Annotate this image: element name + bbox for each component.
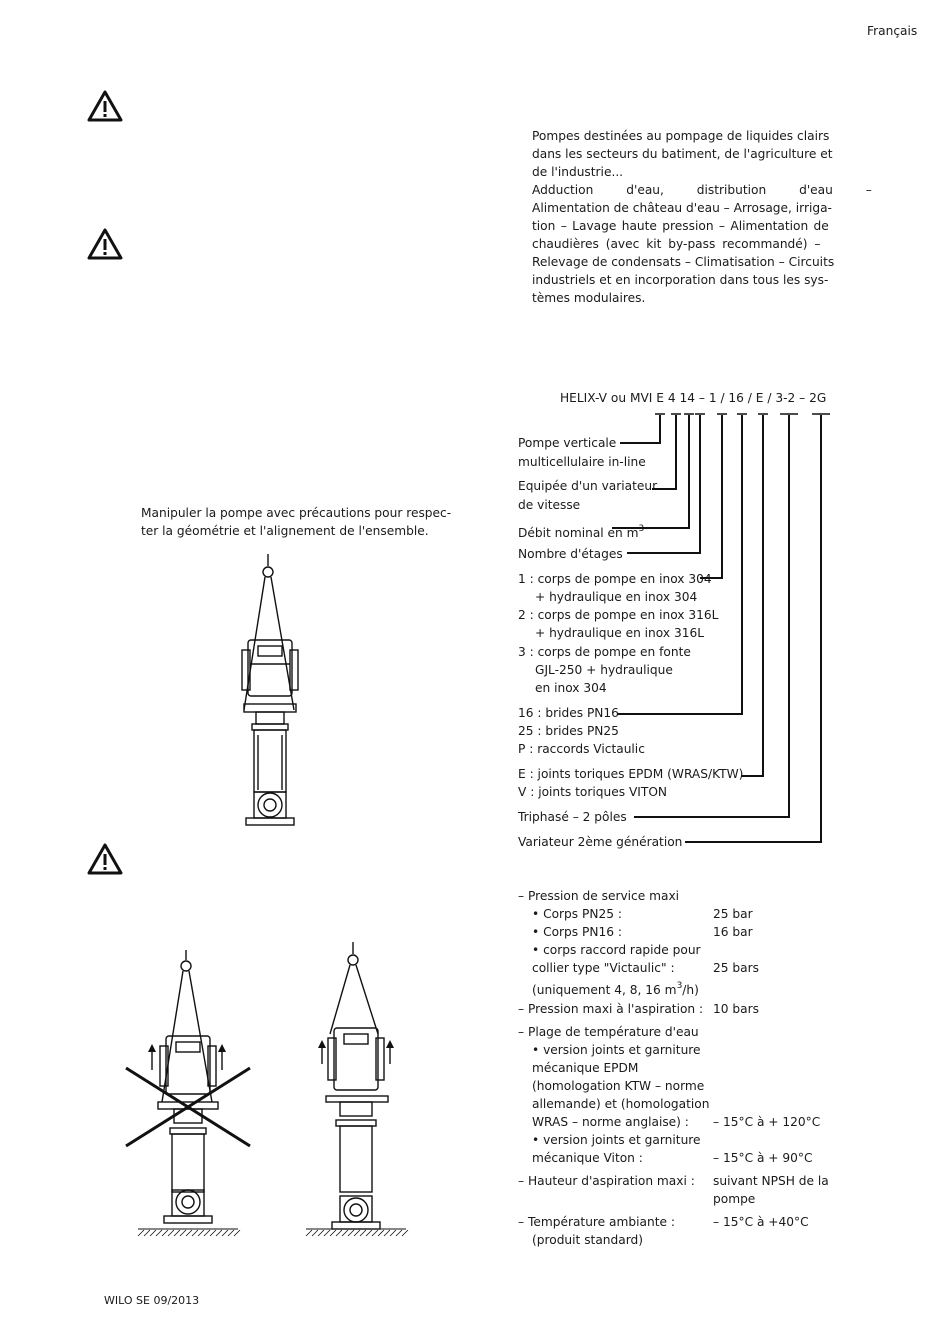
spec-label: – Pression de service maxi	[518, 889, 680, 903]
spec-label: (homologation KTW – norme	[532, 1079, 705, 1093]
spec-label: – Pression maxi à l'aspiration :	[518, 1002, 704, 1016]
spec-value: – 15°C à + 120°C	[713, 1115, 821, 1129]
designation-label: Variateur 2ème génération	[518, 835, 683, 849]
spec-label: collier type "Victaulic" :	[532, 961, 675, 975]
spec-value: suivant NPSH de la	[713, 1174, 829, 1188]
spec-label: – Plage de température d'eau	[518, 1025, 699, 1039]
spec-label: – Hauteur d'aspiration maxi :	[518, 1174, 695, 1188]
designation-code: HELIX-V ou MVI E 4 14 – 1 / 16 / E / 3-2 – 2G	[560, 391, 827, 405]
warning-triangle-icon	[87, 90, 123, 122]
designation-label: Débit nominal en $m^3$	[518, 524, 645, 540]
designation-label: P : raccords Victaulic	[518, 742, 645, 756]
application-line: Pompes destinées au pompage de liquides clairs	[532, 129, 830, 143]
spec-value: 10 bars	[713, 1002, 759, 1016]
footer-edition: WILO SE 09/2013	[104, 1294, 200, 1307]
designation-label: en inox 304	[535, 681, 607, 695]
spec-label: mécanique EPDM	[532, 1061, 639, 1075]
designation-label: multicellulaire in-line	[518, 455, 646, 469]
warning-triangle-icon	[87, 843, 123, 875]
designation-label: 16 : brides PN16	[518, 706, 619, 720]
spec-label: allemande) et (homologation	[532, 1097, 710, 1111]
spec-value: 16 bar	[713, 925, 753, 939]
handling-note: ter la géométrie et l'alignement de l'ensemble.	[141, 524, 429, 538]
designation-label: Pompe verticale	[518, 436, 617, 450]
spec-label: • version joints et garniture	[532, 1133, 701, 1147]
spec-label: • corps raccord rapide pour	[532, 943, 701, 957]
designation-label: Equipée d'un variateur	[518, 479, 658, 493]
spec-label: • Corps PN25 :	[532, 907, 622, 921]
designation-label: 2 : corps de pompe en inox 316L	[518, 608, 719, 622]
application-line: Adduction d'eau, distribution d'eau –	[532, 183, 872, 197]
page-language: Français	[867, 24, 918, 38]
designation-label: 25 : brides PN25	[518, 724, 619, 738]
designation-label: Nombre d'étages	[518, 547, 623, 561]
spec-value: 25 bars	[713, 961, 759, 975]
spec-value: – 15°C à +40°C	[713, 1215, 809, 1229]
designation-label: Triphasé – 2 pôles	[518, 810, 627, 824]
application-line: tèmes modulaires.	[532, 291, 646, 305]
spec-label: • Corps PN16 :	[532, 925, 622, 939]
designation-label: + hydraulique en inox 304	[535, 590, 698, 604]
handling-note: Manipuler la pompe avec précautions pour respec-	[141, 506, 452, 520]
application-line: de l'industrie...	[532, 165, 624, 179]
application-line: dans les secteurs du batiment, de l'agriculture et	[532, 147, 833, 161]
warning-triangle-icon	[87, 228, 123, 260]
designation-label: + hydraulique en inox 316L	[535, 626, 704, 640]
designation-label: V : joints toriques VITON	[518, 785, 668, 799]
designation-label: de vitesse	[518, 498, 581, 512]
spec-label: – Température ambiante :	[518, 1215, 675, 1229]
spec-label: (produit standard)	[532, 1233, 644, 1247]
designation-label: 3 : corps de pompe en fonte	[518, 645, 691, 659]
designation-label: GJL-250 + hydraulique	[535, 663, 673, 677]
spec-value: 25 bar	[713, 907, 753, 921]
spec-label: • version joints et garniture	[532, 1043, 701, 1057]
spec-label: WRAS – norme anglaise) :	[532, 1115, 689, 1129]
spec-label: mécanique Viton :	[532, 1151, 643, 1165]
application-line: industriels et en incorporation dans tous les sys-	[532, 273, 829, 287]
application-line: chaudières (avec kit by-pass recommandé) –	[532, 237, 821, 251]
application-line: Relevage de condensats – Climatisation – Circuits	[532, 255, 835, 269]
spec-value: pompe	[713, 1192, 756, 1206]
application-paragraph	[532, 127, 872, 307]
spec-value: – 15°C à + 90°C	[713, 1151, 813, 1165]
application-line: tion – Lavage haute pression – Alimentation de	[532, 219, 829, 233]
spec-label: (uniquement 4, 8, 16 $m^3/h$)	[532, 981, 699, 997]
specs-section	[518, 887, 848, 1257]
application-line: Alimentation de château d'eau – Arrosage, irriga-	[532, 201, 832, 215]
designation-label: 1 : corps de pompe en inox 304	[518, 572, 712, 586]
designation-label: E : joints toriques EPDM (WRAS/KTW)	[518, 767, 744, 781]
